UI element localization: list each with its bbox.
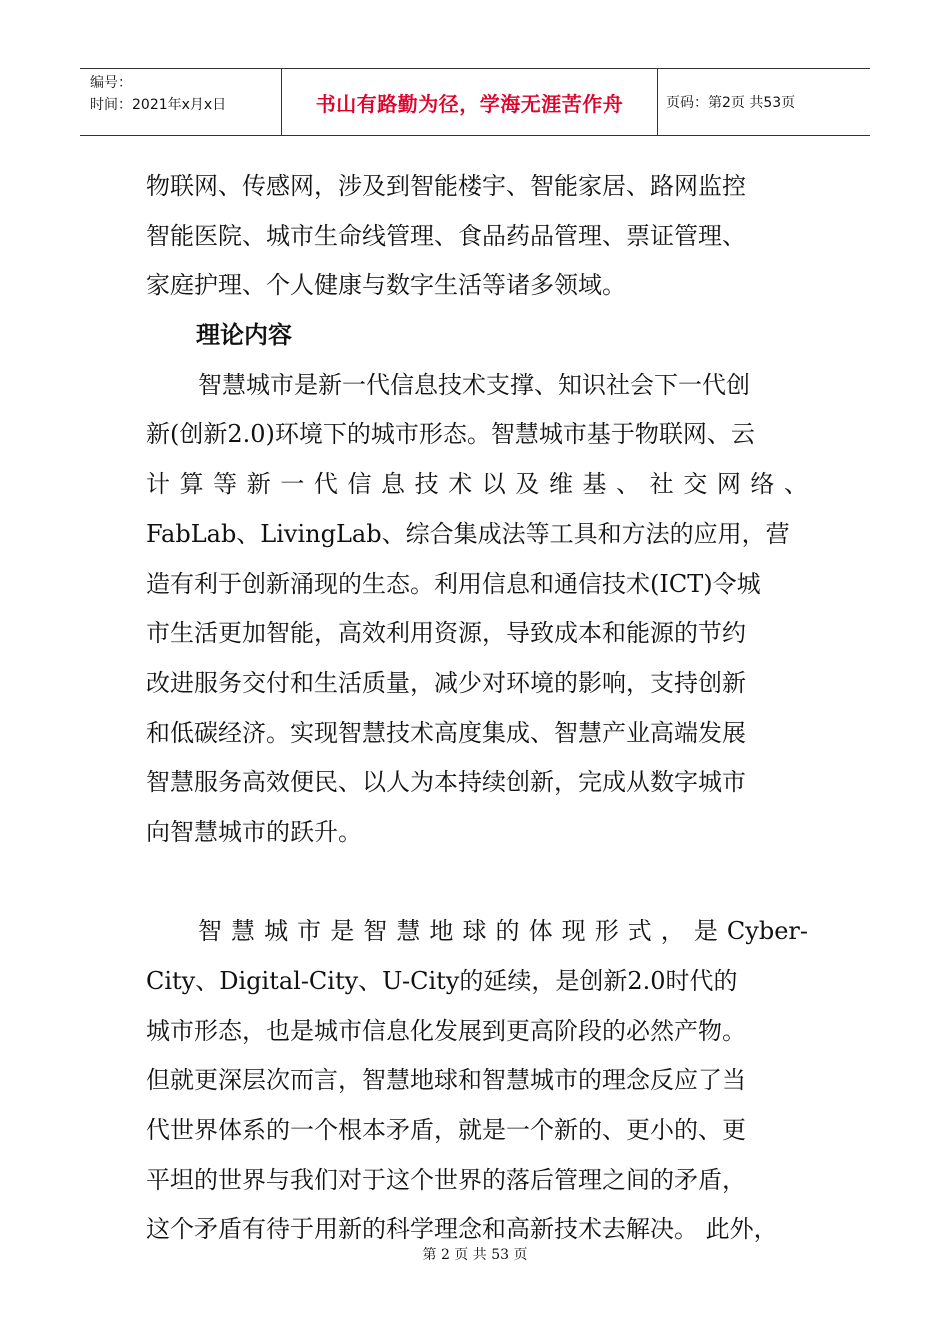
page-header xyxy=(80,68,870,136)
text-line: 智慧城市是智慧地球的体现形式，是Cyber- xyxy=(198,917,808,946)
text-line: 向智慧城市的跃升。 xyxy=(146,817,362,846)
text-line: 代世界体系的一个根本矛盾，就是一个新的、更小的、更 xyxy=(146,1116,746,1145)
text-line: 计算等新一代信息技术以及维基、社交网络、 xyxy=(146,470,808,499)
text-line: 家庭护理、个人健康与数字生活等诸多领域。 xyxy=(146,271,626,300)
header-meta xyxy=(80,69,282,135)
text-line: 和低碳经济。实现智慧技术高度集成、智慧产业高端发展 xyxy=(146,718,746,747)
number-label: 编号： xyxy=(90,75,132,91)
header-motto: 书山有路勤为径，学海无涯苦作舟 xyxy=(282,69,658,135)
text-line: 造有利于创新涌现的生态。利用信息和通信技术(ICT)令城 xyxy=(146,569,761,598)
text-line: FabLab、LivingLab、综合集成法等工具和方法的应用，营 xyxy=(146,519,790,548)
text-line: 智慧城市是新一代信息技术支撑、知识社会下一代创 xyxy=(198,370,750,399)
text-line: 但就更深层次而言，智慧地球和智慧城市的理念反应了当 xyxy=(146,1066,746,1095)
text-line: 平坦的世界与我们对于这个世界的落后管理之间的矛盾， xyxy=(146,1165,746,1194)
text-line: 智慧服务高效便民、以人为本持续创新，完成从数字城市 xyxy=(146,768,746,797)
text-line: 市生活更加智能，高效利用资源，导致成本和能源的节约 xyxy=(146,619,746,648)
blank-line xyxy=(146,858,808,908)
page-footer: 第 2 页 共 53 页 xyxy=(422,1247,528,1263)
text-line: 城市形态，也是城市信息化发展到更高阶段的必然产物。 xyxy=(146,1016,746,1045)
text-line: 这个矛盾有待于用新的科学理念和高新技术去解决。 此外， xyxy=(146,1215,778,1244)
text-line: 智能医院、城市生命线管理、食品药品管理、票证管理、 xyxy=(146,221,746,250)
header-page-info: 页码：第2页 共53页 xyxy=(666,95,796,111)
document-body xyxy=(146,162,808,1255)
time-label: 时间：2021年x月x日 xyxy=(90,97,227,113)
text-line: City、Digital-City、U-City的延续，是创新2.0时代的 xyxy=(146,967,738,995)
text-line: 新(创新2.0)环境下的城市形态。智慧城市基于物联网、云 xyxy=(146,420,755,449)
section-heading: 理论内容 xyxy=(196,321,292,350)
text-line: 改进服务交付和生活质量，减少对环境的影响，支持创新 xyxy=(146,668,746,697)
text-line: 物联网、传感网，涉及到智能楼宇、智能家居、路网监控 xyxy=(146,172,746,200)
